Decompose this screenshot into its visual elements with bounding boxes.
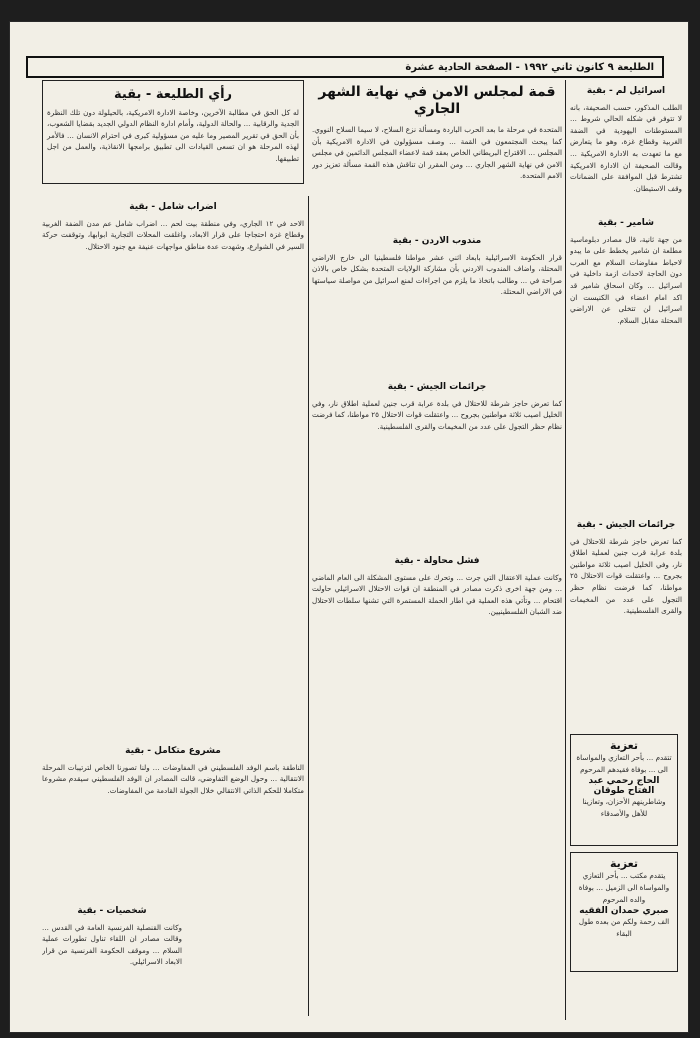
security-council-title: قمة لمجلس الامن في نهاية الشهر الجاري [318, 84, 556, 117]
army-title: جرائمات الجيش - بقية [387, 382, 487, 392]
page-header [26, 56, 664, 78]
editorial-title: رأي الطليعة - بقية [113, 87, 233, 102]
decree-article [42, 740, 304, 890]
army-article [312, 376, 562, 544]
israel-text: الطلب المذكور، حسب الصحيفة، بانه لا تتوفر في شكله الحالي شروط ... المستوطنات اليهودية في الضفة الغربية وقطاع غزة، وهو ما يتعارض مع ما تعهدت به الادارة الامريكية ... وقالت الصحيفة ان الادارة الامريكية تشترط قبل الموافقة على الضمانات وقف الاستيطان. [570, 102, 682, 193]
column-divider [565, 80, 566, 1020]
condolence-title-1: تعزية [610, 739, 638, 752]
israel-title: اسرائيل لم - بقية [586, 86, 666, 96]
security-council-article [312, 80, 562, 226]
condolence-text-2: يتقدم مكتب ... بأحر التعازي والمواساة الى الزميل ... بوفاة والده المرحوم [578, 871, 670, 904]
condolence-footer-1: وشاطرينهم الأحزان، وتعازينا للأهل والأصدقاء [582, 797, 666, 818]
decree-text: الناطقة باسم الوفد الفلسطيني في المفاوضات ... ولنا تصورنا الخاص لترتيبات المرحلة الانتقالية ... وحول الوضع التفاوضي، قالت المصادر ان الوفد الفلسطيني سيقدم مشروعا متكاملا للحكم الذاتي الانتقالي خلال الجولة القادمة من المفاوضات. [42, 762, 304, 795]
army-text-right: كما تعرض حاجز شرطة للاحتلال في بلدة عرابة قرب جنين لعملية اطلاق نار، وفي الخليل اصيب ثلاثة مواطنين بجروح ... واعتقلت قوات الاحتلال ٢٥ مواطنا، كما فرضت نظام حظر التجول على عدد من المخيمات والقرى الفلسطينية. [570, 536, 682, 616]
condolence-title-2: تعزية [610, 857, 638, 870]
strike-article [42, 196, 304, 716]
column-divider-2 [308, 196, 309, 1016]
condolence-text-1: تتقدم ... بأحر التعازي والمواساة الى ... بوفاة فقيدهم المرحوم [576, 753, 672, 774]
jordan-article [312, 230, 562, 370]
army-title-right: جرائمات الجيش - بقية [576, 520, 676, 530]
condolence-name-2: صبري حمدان الفقيه [579, 906, 669, 916]
shamir-title: شامير - بقية [597, 218, 655, 228]
failed-title: فشل محاولة - بقية [394, 556, 480, 566]
condolence-name-1: الحاج رحمي عبد الفتاح طوقان [588, 776, 660, 796]
strike-text: الاحد في ١٢ الجاري، وفي منطقة بيت لحم ... اضراب شامل عم مدن الضفة الغربية وقطاع غزة احتجاجا على قرار الابعاد، واغلقت المحلات التجارية ابوابها، وتوقفت حركة السير في الشوارع، وشهدت عدة مناطق مواجهات عنيفة مع جنود الاحتلال. [42, 218, 304, 251]
personalities-article [42, 900, 182, 1010]
failed-article [312, 550, 562, 1010]
israel-article [570, 80, 682, 210]
failed-text: وكانت عملية الاعتقال التي جرت ... وتحرك على مستوى المشكلة الى العام الماضي ... ومن جهة اخرى ذكرت مصادر في المنطقة ان قوات الاحتلال الاسرائيلي حاولت اقتحام ... وتأتي هذه العملية في اطار الحملة المستمرة التي تشنها سلطات الاحتلال ضد الشبان الفلسطينيين. [312, 572, 562, 617]
editorial-text: له كل الحق في مطالبة الآخرين، وخاصة الادارة الامريكية، بالحيلولة دون تلك النظرة الجدية والرقابية ... والحالة الدولية، وأمام ادارة النظام الدولي الجديد بقضايا الشعوب، بأن الحق في تقرير المصير وما عليه من مسؤولية كبرى في احترام الانسان ... فالأمر لهذه المرحلة هو ان تسعى القيادات الى تطبيق برامجها الانقاذية، والعمل من اجل تطبيقها. [47, 107, 299, 163]
army-text: كما تعرض حاجز شرطة للاحتلال في بلدة عرابة قرب جنين لعملية اطلاق نار، وفي الخليل اصيب ثلاثة مواطنين بجروح ... واعتقلت قوات الاحتلال ٢٥ مواطنا، كما فرضت نظام حظر التجول على عدد من المخيمات والقرى الفلسطينية. [312, 398, 562, 431]
decree-title: مشروع متكامل - بقية [125, 746, 221, 756]
shamir-article [570, 212, 682, 512]
personalities-text: وكانت القنصلية الفرنسية العامة في القدس ... وقالت مصادر ان اللقاء تناول تطورات عملية السلام ... وموقف الحكومة الفرنسية من قرار الابعاد الاسرائيلي. [42, 922, 182, 967]
army-article-right [570, 514, 682, 724]
jordan-title: مندوب الاردن - بقية [392, 236, 482, 246]
condolence-box-1 [570, 734, 678, 846]
security-council-text: المتحدة في مرحلة ما بعد الحرب الباردة ومسألة نزع السلاح، لا سيما السلاح النووي. كما يبحث المجتمعون في القمة ... وصف مسؤولون في الادارة الامريكية بأن المجلس ... الاقتراح البريطاني الخاص بعقد قمة لاعضاء المجلس الدائمين في مجلس الامن في نهاية الشهر الجاري ... ومن المقرر ان تناقش هذه القمة مسألة تعزيز دور الامم المتحدة. [312, 125, 562, 181]
header-title: الطليعة ٩ كانون ثاني ١٩٩٢ - الصفحة الحادية عشرة [405, 61, 654, 73]
condolence-footer-2: الف رحمة ولكم من بعده طول البقاء [578, 917, 670, 938]
shamir-text: من جهة ثانية، قال مصادر دبلوماسية مطلعة ان شامير يخطط على ما يبدو لاحباط مفاوضات السلام مع العرب دون الحاجة لاحداث ازمة داخلية في اسرائيل ... وكان اسحاق شامير قد اكد امام اعضاء في الكنيست ان اسرائيل لن تتخلى عن الاراضي المحتلة مقابل السلام. [570, 234, 682, 325]
editorial-box [42, 80, 304, 184]
jordan-text: قرار الحكومة الاسرائيلية بابعاد اثني عشر مواطنا فلسطينيا الى خارج الاراضي المحتلة، واضاف المندوب الاردني بأن مشاركة الولايات المتحدة بشكل خاص بالاذن صراحة في ... وطالب باتخاذ ما يلزم من اجراءات لمنع اسرائيل من مواصلة سياستها في الاراضي المحتلة. [312, 252, 562, 297]
strike-title: اضراب شامل - بقية [129, 202, 217, 212]
condolence-box-2 [570, 852, 678, 972]
personalities-title: شخصيات - بقية [77, 906, 147, 916]
